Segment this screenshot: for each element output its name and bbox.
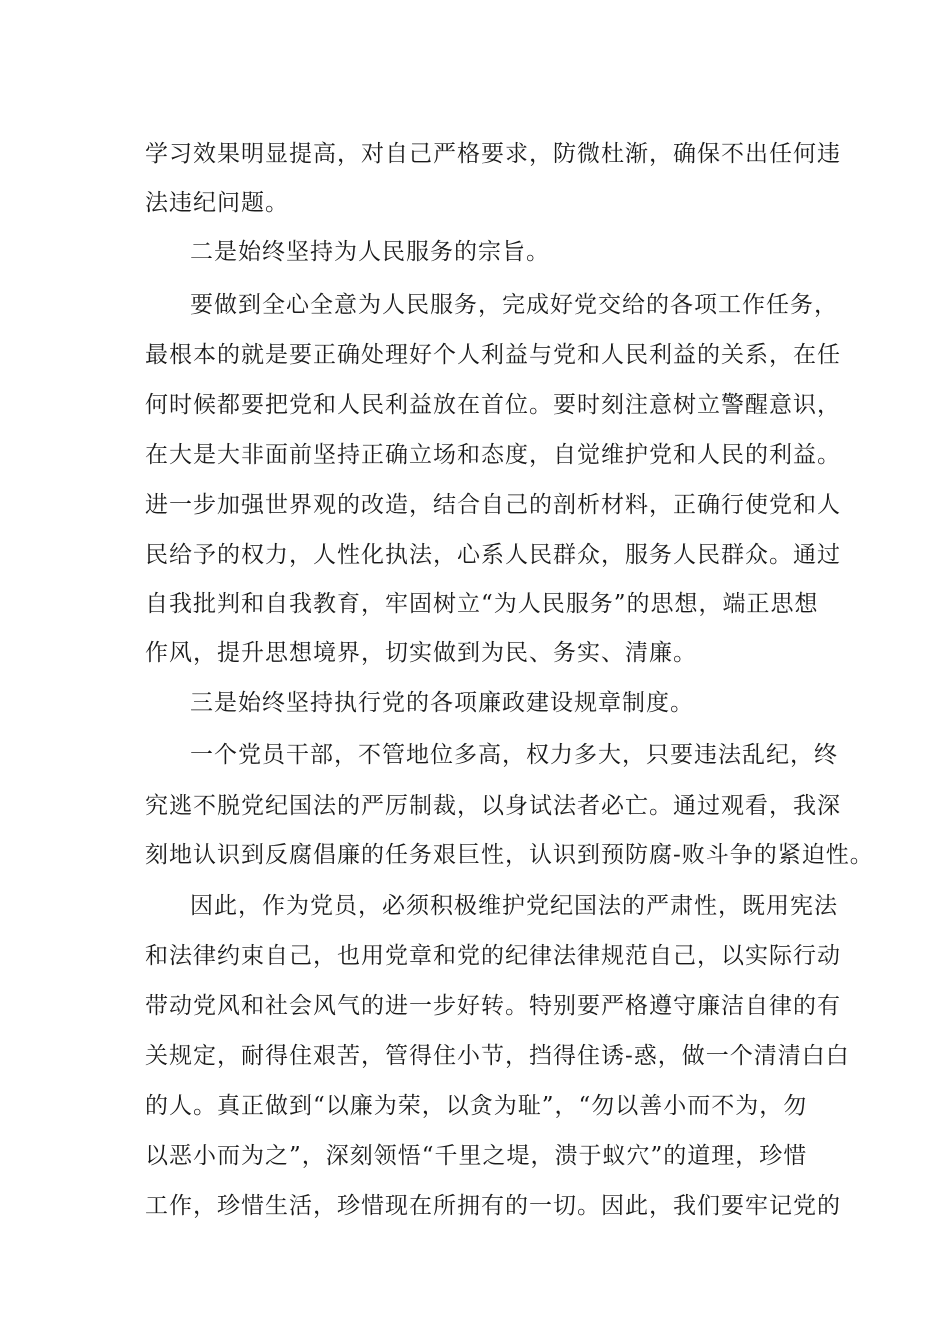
text-line: 进一步加强世界观的改造，结合自己的剖析材料，正确行使党和人: [145, 492, 841, 518]
text-line: 最根本的就是要正确处理好个人利益与党和人民利益的关系，在任: [145, 342, 841, 368]
text-line: 何时候都要把党和人民利益放在首位。要时刻注意树立警醒意识，: [145, 392, 841, 418]
text-line: 要做到全心全意为人民服务，完成好党交给的各项工作任务，: [190, 292, 838, 318]
text-line: 法违纪问题。: [145, 190, 289, 216]
text-line: 以恶小而为之”，深刻领悟“千里之堤，溃于蚁穴”的道理，珍惜: [145, 1143, 808, 1169]
text-line: 民给予的权力，人性化执法，心系人民群众，服务人民群众。通过: [145, 542, 841, 568]
text-line: 究逃不脱党纪国法的严厉制裁，以身试法者必亡。通过观看，我深: [145, 793, 841, 819]
text-line: 作风，提升思想境界，切实做到为民、务实、清廉。: [145, 640, 697, 666]
section-heading: 三是始终坚持执行党的各项廉政建设规章制度。: [190, 690, 694, 716]
text-line: 学习效果明显提高，对自己严格要求，防微杜渐，确保不出任何违: [145, 141, 841, 167]
text-line: 自我批判和自我教育，牢固树立“为人民服务”的思想，端正思想: [145, 591, 819, 617]
text-line: 一个党员干部，不管地位多高，权力多大，只要违法乱纪，终: [190, 742, 838, 768]
text-line: 关规定，耐得住艰苦，管得住小节，挡得住诱-惑，做一个清清白白: [145, 1043, 850, 1069]
text-line: 刻地认识到反腐倡廉的任务艰巨性，认识到预防腐-败斗争的紧迫性。: [145, 842, 874, 868]
text-line: 带动党风和社会风气的进一步好转。特别要严格遵守廉洁自律的有: [145, 993, 841, 1019]
text-line: 在大是大非面前坚持正确立场和态度，自觉维护党和人民的利益。: [145, 442, 841, 468]
text-line: 的人。真正做到“以廉为荣，以贪为耻”，“勿以善小而不为，勿: [145, 1093, 808, 1119]
text-line: 和法律约束自己，也用党章和党的纪律法律规范自己，以实际行动: [145, 943, 841, 969]
text-line: 因此，作为党员，必须积极维护党纪国法的严肃性，既用宪法: [190, 893, 838, 919]
section-heading: 二是始终坚持为人民服务的宗旨。: [190, 239, 550, 265]
text-line: 工作，珍惜生活，珍惜现在所拥有的一切。因此，我们要牢记党的: [145, 1193, 841, 1219]
